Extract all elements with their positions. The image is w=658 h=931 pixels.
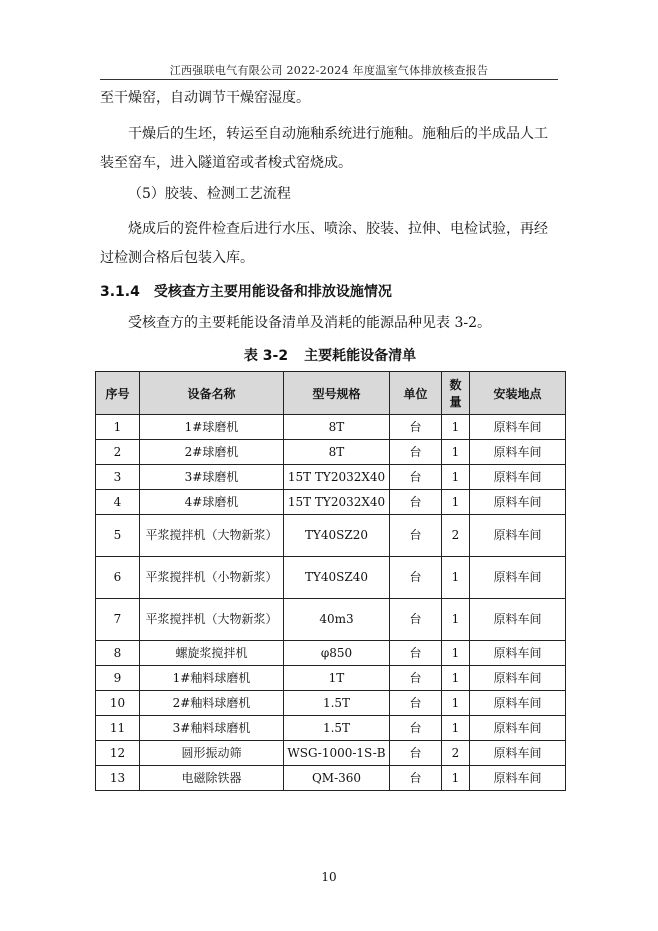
table-header-row bbox=[96, 372, 566, 415]
unit: 台 bbox=[390, 766, 442, 791]
header-divider bbox=[100, 79, 558, 80]
model-spec: TY40SZ40 bbox=[284, 557, 390, 599]
model-spec: 40m3 bbox=[284, 599, 390, 641]
table-row bbox=[96, 716, 566, 741]
unit: 台 bbox=[390, 691, 442, 716]
row-index: 7 bbox=[96, 599, 140, 641]
unit: 台 bbox=[390, 415, 442, 440]
model-spec: 8T bbox=[284, 440, 390, 465]
model-spec: φ850 bbox=[284, 641, 390, 666]
table-row bbox=[96, 641, 566, 666]
header-cell: 安装地点 bbox=[470, 372, 566, 415]
paragraph-subheading: （5）胶装、检测工艺流程 bbox=[128, 186, 291, 202]
row-index: 2 bbox=[96, 440, 140, 465]
row-index: 1 bbox=[96, 415, 140, 440]
location: 原料车间 bbox=[470, 691, 566, 716]
header-cell: 单位 bbox=[390, 372, 442, 415]
location: 原料车间 bbox=[470, 515, 566, 557]
quantity: 1 bbox=[442, 766, 470, 791]
location: 原料车间 bbox=[470, 716, 566, 741]
row-index: 10 bbox=[96, 691, 140, 716]
table-row bbox=[96, 741, 566, 766]
unit: 台 bbox=[390, 666, 442, 691]
equipment-name: 4#球磨机 bbox=[140, 490, 284, 515]
model-spec: 1T bbox=[284, 666, 390, 691]
location: 原料车间 bbox=[470, 465, 566, 490]
paragraph-drying: 至干燥窑，自动调节干燥窑湿度。 bbox=[100, 90, 310, 106]
location: 原料车间 bbox=[470, 490, 566, 515]
row-index: 6 bbox=[96, 557, 140, 599]
unit: 台 bbox=[390, 641, 442, 666]
location: 原料车间 bbox=[470, 440, 566, 465]
quantity: 2 bbox=[442, 741, 470, 766]
table-row bbox=[96, 557, 566, 599]
row-index: 5 bbox=[96, 515, 140, 557]
row-index: 3 bbox=[96, 465, 140, 490]
equipment-name: 2#球磨机 bbox=[140, 440, 284, 465]
quantity: 1 bbox=[442, 490, 470, 515]
location: 原料车间 bbox=[470, 741, 566, 766]
equipment-name: 3#釉料球磨机 bbox=[140, 716, 284, 741]
table-row bbox=[96, 515, 566, 557]
unit: 台 bbox=[390, 515, 442, 557]
page-header: 江西强联电气有限公司 2022-2024 年度温室气体排放核查报告 bbox=[169, 64, 489, 77]
header-cell: 型号规格 bbox=[284, 372, 390, 415]
equipment-name: 螺旋浆搅拌机 bbox=[140, 641, 284, 666]
section-number: 3.1.4 bbox=[100, 284, 140, 300]
row-index: 13 bbox=[96, 766, 140, 791]
paragraph-glazing: 干燥后的生坯，转运至自动施釉系统进行施釉。施釉后的半成品人工装至窑车，进入隧道窑或者梭式窑烧成。 bbox=[100, 126, 548, 171]
page-number: 10 bbox=[321, 870, 337, 884]
location: 原料车间 bbox=[470, 599, 566, 641]
model-spec: WSG-1000-1S-B bbox=[284, 741, 390, 766]
equipment-name: 1#球磨机 bbox=[140, 415, 284, 440]
equipment-name: 平浆搅拌机（小物新浆） bbox=[140, 557, 284, 599]
header-cell: 设备名称 bbox=[140, 372, 284, 415]
quantity: 1 bbox=[442, 641, 470, 666]
model-spec: 1.5T bbox=[284, 691, 390, 716]
table-caption-title: 主要耗能设备清单 bbox=[304, 348, 417, 364]
paragraph-assembly: 烧成后的瓷件检查后进行水压、喷涂、胶装、拉伸、电检试验，再经过检测合格后包装入库。 bbox=[100, 221, 548, 266]
quantity: 1 bbox=[442, 599, 470, 641]
equipment-name: 3#球磨机 bbox=[140, 465, 284, 490]
location: 原料车间 bbox=[470, 415, 566, 440]
table-row bbox=[96, 599, 566, 641]
location: 原料车间 bbox=[470, 557, 566, 599]
model-spec: 15T TY2032X40 bbox=[284, 490, 390, 515]
unit: 台 bbox=[390, 741, 442, 766]
equipment-name: 平浆搅拌机（大物新浆） bbox=[140, 515, 284, 557]
quantity: 1 bbox=[442, 440, 470, 465]
model-spec: QM-360 bbox=[284, 766, 390, 791]
row-index: 8 bbox=[96, 641, 140, 666]
table-caption-number: 表 3-2 bbox=[243, 348, 289, 364]
unit: 台 bbox=[390, 599, 442, 641]
equipment-name: 圆形振动筛 bbox=[140, 741, 284, 766]
model-spec: 15T TY2032X40 bbox=[284, 465, 390, 490]
unit: 台 bbox=[390, 465, 442, 490]
quantity: 1 bbox=[442, 666, 470, 691]
equipment-table bbox=[95, 371, 566, 791]
location: 原料车间 bbox=[470, 641, 566, 666]
model-spec: 1.5T bbox=[284, 716, 390, 741]
quantity: 2 bbox=[442, 515, 470, 557]
row-index: 4 bbox=[96, 490, 140, 515]
table-row bbox=[96, 666, 566, 691]
location: 原料车间 bbox=[470, 766, 566, 791]
model-spec: TY40SZ20 bbox=[284, 515, 390, 557]
unit: 台 bbox=[390, 440, 442, 465]
table-row bbox=[96, 440, 566, 465]
quantity: 1 bbox=[442, 716, 470, 741]
section-title: 受核查方主要用能设备和排放设施情况 bbox=[153, 284, 392, 300]
equipment-name: 电磁除铁器 bbox=[140, 766, 284, 791]
row-index: 11 bbox=[96, 716, 140, 741]
table-row bbox=[96, 490, 566, 515]
row-index: 12 bbox=[96, 741, 140, 766]
equipment-name: 1#釉料球磨机 bbox=[140, 666, 284, 691]
table-row bbox=[96, 766, 566, 791]
unit: 台 bbox=[390, 557, 442, 599]
header-cell: 序号 bbox=[96, 372, 140, 415]
quantity: 1 bbox=[442, 465, 470, 490]
table-row bbox=[96, 415, 566, 440]
table-caption bbox=[100, 345, 560, 365]
table-row bbox=[96, 465, 566, 490]
location: 原料车间 bbox=[470, 666, 566, 691]
row-index: 9 bbox=[96, 666, 140, 691]
model-spec: 8T bbox=[284, 415, 390, 440]
table-row bbox=[96, 691, 566, 716]
quantity: 1 bbox=[442, 691, 470, 716]
unit: 台 bbox=[390, 490, 442, 515]
section-heading bbox=[100, 281, 392, 301]
quantity: 1 bbox=[442, 557, 470, 599]
paragraph-intro: 受核查方的主要耗能设备清单及消耗的能源品种见表 3-2。 bbox=[128, 315, 491, 331]
quantity: 1 bbox=[442, 415, 470, 440]
equipment-name: 2#釉料球磨机 bbox=[140, 691, 284, 716]
header-cell: 数量 bbox=[442, 372, 470, 415]
unit: 台 bbox=[390, 716, 442, 741]
equipment-name: 平浆搅拌机（大物新浆） bbox=[140, 599, 284, 641]
